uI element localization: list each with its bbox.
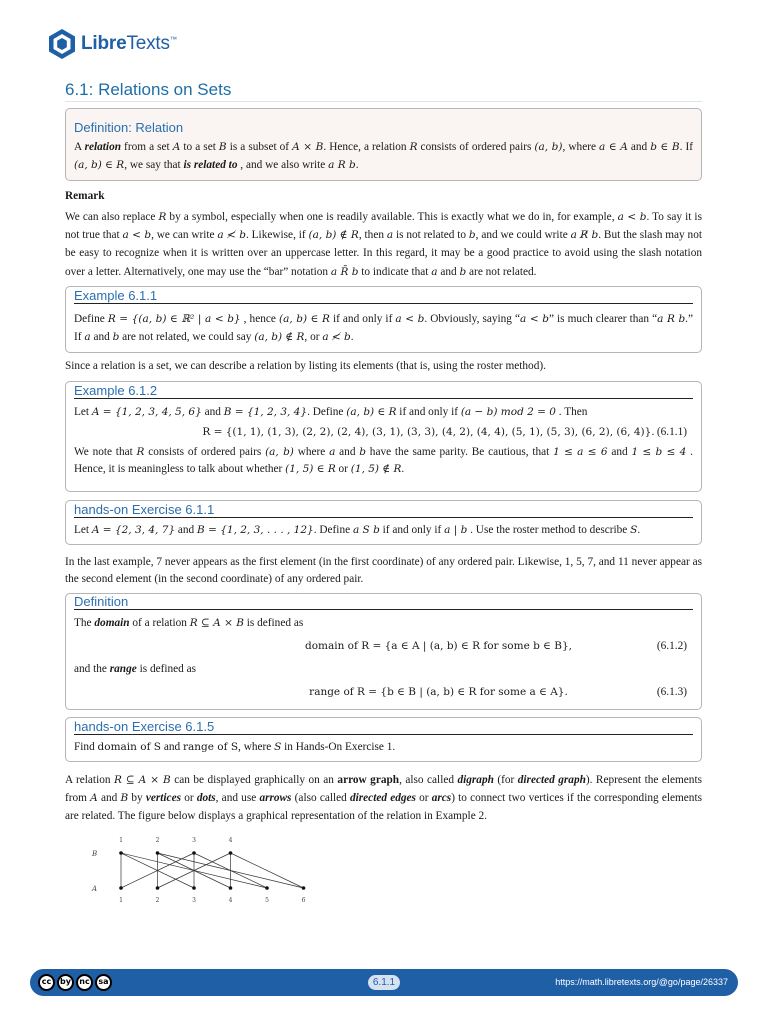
exercise-6-1-1-box	[65, 500, 702, 545]
vertex-label-b: 3	[192, 837, 196, 844]
definition-domain-range-text: The domain of a relation R ⊆ A × B is defined as domain of R = {a ∈ A | (a, b) ∈ R for some b ∈ B}, (6.1.2) and the range is defined as range of R = {b ∈ B | (a, b) ∈ R for some a ∈ A}. (6.1.3)	[66, 610, 701, 705]
equation-number: (6.1.1)	[656, 426, 687, 438]
vertex-b-3	[192, 851, 196, 855]
set-label-b: B	[92, 850, 98, 858]
vertex-label-a: 5	[265, 897, 269, 904]
definition-relation-text: A relation from a set A to a set B is a subset of A × B. Hence, a relation R consists of ordered pairs (a, b), where a ∈ A and b ∈ B. If (a, b) ∈ R, we say that is related to , and we also write a R b.	[74, 141, 694, 171]
definition-relation-title: Definition: Relation	[74, 120, 184, 135]
graph-nodes	[119, 851, 305, 890]
definition-relation-box	[65, 108, 702, 181]
edge-6-4	[231, 853, 304, 888]
example-6-1-2-title: Example 6.1.2	[74, 383, 693, 399]
example-6-1-2-box	[65, 381, 702, 492]
vertex-b-4	[229, 851, 233, 855]
vertex-a-1	[119, 886, 123, 890]
vertex-label-b: 4	[228, 837, 233, 844]
vertex-label-a: 2	[155, 897, 160, 904]
nc-icon: nc	[76, 974, 93, 991]
arrow-graph-paragraph: A relation R ⊆ A × B can be displayed graphically on an arrow graph, also called digraph (for directed graph). Represent the elements from A and B by vertices or dots, and use arrows (also called directed edges or arcs) to connect two vertices if the corresponding elements are related. The figure below displays a graphical representation of the relation in Example 2.	[65, 774, 702, 822]
by-icon: by	[57, 974, 74, 991]
equation-number: (6.1.3)	[656, 686, 687, 698]
equation-6-1-3: range of R = {b ∈ B | (a, b) ∈ R for some a ∈ A}. (6.1.3)	[74, 683, 693, 701]
equation-6-1-2: domain of R = {a ∈ A | (a, b) ∈ R for some b ∈ B}, (6.1.2)	[74, 637, 693, 655]
vertex-label-b: 2	[155, 837, 160, 844]
footer-bar	[30, 969, 738, 996]
page-url[interactable]: https://math.libretexts.org/@go/page/26337	[555, 977, 728, 987]
license-icons[interactable]	[38, 974, 112, 991]
exercise-6-1-5-box	[65, 717, 702, 762]
vertex-label-a: 1	[119, 897, 123, 904]
exercise-6-1-1-text: Let A = {2, 3, 4, 7} and B = {1, 2, 3, . . . , 12}. Define a S b if and only if a | b . Use the roster method to describe S.	[74, 524, 641, 536]
vertex-a-6	[302, 886, 306, 890]
vertex-label-a: 6	[301, 897, 306, 904]
page-title: 6.1: Relations on Sets	[65, 80, 232, 99]
arrow-graph-figure	[80, 830, 330, 910]
vertex-a-4	[229, 886, 233, 890]
vertex-label-a: 3	[192, 897, 196, 904]
last-example-paragraph: In the last example, 7 never appears as the first element (in the first coordinate) of any ordered pair. Likewise, 1, 5, 7, and 11 never appear as the second element (in the second coordinate) of any ordered pair.	[65, 556, 702, 585]
page-number: 6.1.1	[368, 975, 400, 990]
remark-heading: Remark	[65, 190, 105, 202]
brand-name: LibreTexts™	[81, 33, 177, 55]
exercise-6-1-5-text: Find domain of S and range of S, where S in Hands-On Exercise 1.	[74, 741, 396, 753]
example-6-1-2-text: Let A = {1, 2, 3, 4, 5, 6} and B = {1, 2, 3, 4}. Define (a, b) ∈ R if and only if (a − b) mod 2 = 0 . Then R = {(1, 1), (1, 3), (2, 2), (2, 4), (3, 1), (3, 3), (4, 2), (4, 4), (5, 1), (5, 3), (6, 2), (6, 4)}. (6.1.1) We note that R consists of ordered pairs (a, b) where a and b have the same parity. Be cautious, that 1 ≤ a ≤ 6 and 1 ≤ b ≤ 4 . Hence, it is meaningless to talk about whether (1, 5) ∈ R or (1, 5) ∉ R.	[74, 406, 693, 475]
example-6-1-1-box	[65, 286, 702, 353]
vertex-a-3	[192, 886, 196, 890]
vertex-a-5	[265, 886, 269, 890]
vertex-b-1	[119, 851, 123, 855]
cc-icon: cc	[38, 974, 55, 991]
libretexts-logo[interactable]	[47, 28, 177, 60]
exercise-6-1-1-title: hands-on Exercise 6.1.1	[74, 502, 693, 518]
exercise-6-1-5-title: hands-on Exercise 6.1.5	[74, 719, 693, 735]
title-divider	[65, 101, 702, 102]
graph-edges	[121, 853, 304, 888]
example-6-1-1-text: Define R = {(a, b) ∈ ℝ² | a < b} , hence (a, b) ∈ R if and only if a < b. Obviously, saying “a < b” is much clearer than “a R b.” If a and b are not related, we could say (a, b) ∉ R, or a ≮ b.	[74, 313, 694, 343]
remark-text: We can also replace R by a symbol, especially when one is readily available. This is exactly what we do in, for example, a < b. To say it is not true that a < b, we can write a ≮ b. Likewise, if (a, b) ∉ R, then a is not related to b, and we could write a R̸ b. But the slash may not be easy to recognize when it is written over an uppercase letter. In this regard, it may be a good practice to avoid using the slash notation over a letter. Alternatively, one may use the “bar” notation a R̄ b to indicate that a and b are not related.	[65, 211, 702, 278]
sa-icon: sa	[95, 974, 112, 991]
vertex-label-b: 1	[119, 837, 123, 844]
vertex-b-2	[156, 851, 160, 855]
set-label-a: A	[92, 885, 98, 893]
vertex-a-2	[156, 886, 160, 890]
equation-6-1-1: R = {(1, 1), (1, 3), (2, 2), (2, 4), (3, 1), (3, 3), (4, 2), (4, 4), (5, 1), (5, 3), (6, 2), (6, 4)}. (6.1.1)	[74, 424, 693, 441]
example-6-1-1-title: Example 6.1.1	[74, 288, 693, 304]
equation-number: (6.1.2)	[656, 640, 687, 652]
libretexts-logo-icon	[47, 28, 77, 60]
roster-paragraph: Since a relation is a set, we can describe a relation by listing its elements (that is, using the roster method).	[65, 360, 546, 372]
definition-domain-range-title: Definition	[74, 594, 693, 610]
vertex-label-a: 4	[228, 897, 233, 904]
definition-domain-range-box	[65, 593, 702, 710]
